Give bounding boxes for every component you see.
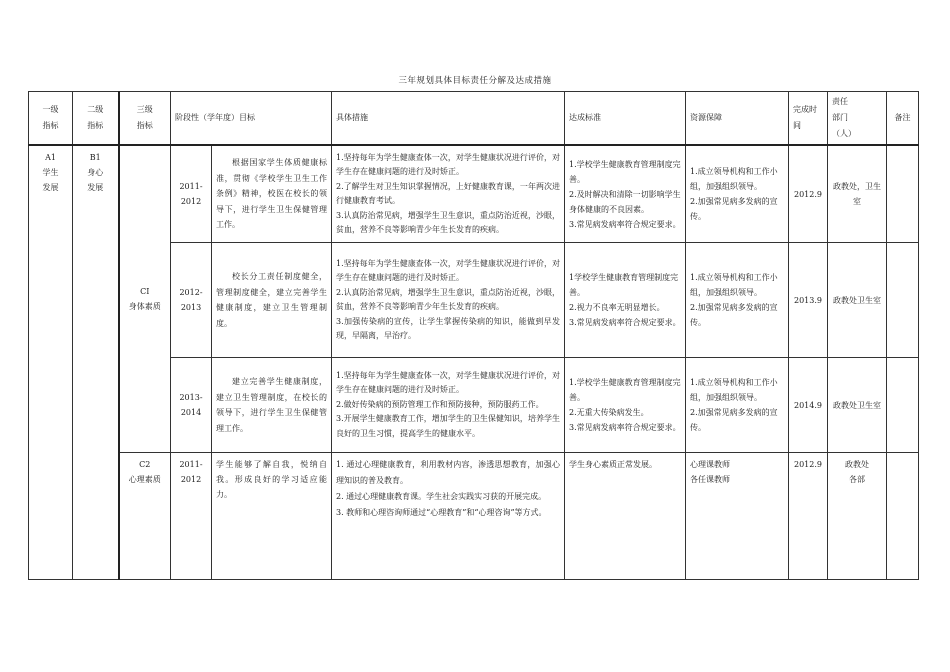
measures-cell: 1.坚持每年为学生健康查体一次，对学生健康状况进行评价，对学生存在健康问题的进行及时矫正。 2.做好传染病的预防管理工作和预防接种，预防服药工作。 3.开展学生健康教育工作，增加学生的卫生保健知识，培养学生良好的卫生习惯，提高学生的健康水平。 <box>332 358 565 453</box>
year-cell: 2011- 2012 <box>171 453 212 580</box>
header-remark: 备注 <box>887 92 919 146</box>
time-cell: 2012.9 <box>789 453 828 580</box>
resources-cell: 1.成立领导机构和工作小组，加强组织领导。 2.加强常见病多发病的宣传。 <box>686 243 789 358</box>
time-cell: 2014.9 <box>789 358 828 453</box>
goal-cell: 根据国家学生体质健康标准，贯彻《学校学生卫生工作条例》精神，校医在校长的领导下，进行学生卫生保健管理工作。 <box>212 145 332 243</box>
table-row <box>29 145 919 243</box>
measures-cell: 1.坚持每年为学生健康查体一次，对学生健康状况进行评价，对学生存在健康问题的进行及时矫正。 2.了解学生对卫生知识掌握情况，上好健康教育课，一年两次进行健康教育考试。 3.认真防治常见病，增强学生卫生意识，重点防治近视，沙眼，贫血，营养不良等影响青少年生长发育的疾病。 <box>332 145 565 243</box>
header-measures: 具体措施 <box>332 92 565 146</box>
year-cell: 2013- 2014 <box>171 358 212 453</box>
dept-cell: 政教处，卫生室 <box>828 145 887 243</box>
dept-cell: 政教处卫生室 <box>828 358 887 453</box>
standard-cell: 1.学校学生健康教育管理制度完善。 2.及时解决和清除一切影响学生身体健康的不良因素。 3.常见病发病率符合规定要求。 <box>565 145 686 243</box>
dept-cell: 政教处卫生室 <box>828 243 887 358</box>
resources-cell: 心理课教师 各任课教师 <box>686 453 789 580</box>
remark-cell <box>887 243 919 358</box>
year-cell: 2011- 2012 <box>171 145 212 243</box>
header-time: 完成时间 <box>789 92 828 146</box>
year-cell: 2012- 2013 <box>171 243 212 358</box>
header-level2: 二级 指标 <box>73 92 119 146</box>
table-row <box>29 453 919 580</box>
remark-cell <box>887 358 919 453</box>
goal-cell: 校长分工责任制度健全，管理制度健全，建立完善学生健康制度，建立卫生管理制度。 <box>212 243 332 358</box>
resources-cell: 1.成立领导机构和工作小组，加强组织领导。 2.加强常见病多发病的宣传。 <box>686 145 789 243</box>
resources-cell: 1.成立领导机构和工作小组，加强组织领导。 2.加强常见病多发病的宣传。 <box>686 358 789 453</box>
header-level3: 三级 指标 <box>119 92 171 146</box>
remark-cell <box>887 145 919 243</box>
time-cell: 2013.9 <box>789 243 828 358</box>
header-resources: 资源保障 <box>686 92 789 146</box>
header-level1: 一级 指标 <box>29 92 73 146</box>
header-row <box>29 92 919 146</box>
remark-cell <box>887 453 919 580</box>
header-dept: 责任 部门 （人） <box>828 92 887 146</box>
measures-cell: 1. 通过心理健康教育，利用教材内容，渗透思想教育，加强心理知识的普及教育。 2. 通过心理健康教育课。学生社会实践实习获的开展完成。 3. 教师和心理咨询师通过“心理教育”和“心理咨询”等方式。 <box>332 453 565 580</box>
header-standard: 达成标准 <box>565 92 686 146</box>
level1-cell: A1 学生 发展 <box>29 145 73 580</box>
standard-cell: 1.学校学生健康教育管理制度完善。 2.无重大传染病发生。 3.常见病发病率符合规定要求。 <box>565 358 686 453</box>
standard-cell: 学生身心素质正常发展。 <box>565 453 686 580</box>
dept-cell: 政教处 各部 <box>828 453 887 580</box>
page-title: 三年规划具体目标责任分解及达成措施 <box>398 76 552 86</box>
goal-cell: 学生能够了解自我，悦纳自我。形成良好的学习适应能力。 <box>212 453 332 580</box>
measures-cell: 1.坚持每年为学生健康查体一次，对学生健康状况进行评价，对学生存在健康问题的进行及时矫正。 2.认真防治常见病，增强学生卫生意识，重点防治近视，沙眼，贫血，营养不良等影响青少年生长发育的疾病。 3.加强传染病的宣传，让学生掌握传染病的知识，能做到早发现，早隔离，早治疗。 <box>332 243 565 358</box>
level3-cell-mental: C2 心理素质 <box>119 453 171 580</box>
level3-cell-physical: CI 身体素质 <box>119 145 171 453</box>
plan-table <box>28 91 919 580</box>
goal-cell: 建立完善学生健康制度，建立卫生管理制度，在校长的领导下，进行学生卫生保健管理工作。 <box>212 358 332 453</box>
time-cell: 2012.9 <box>789 145 828 243</box>
header-stage: 阶段性（学年度）目标 <box>171 92 332 146</box>
standard-cell: 1学校学生健康教育管理制度完善。 2.视力不良率无明显增长。 3.常见病发病率符合规定要求。 <box>565 243 686 358</box>
level2-cell: B1 身心 发展 <box>73 145 119 580</box>
